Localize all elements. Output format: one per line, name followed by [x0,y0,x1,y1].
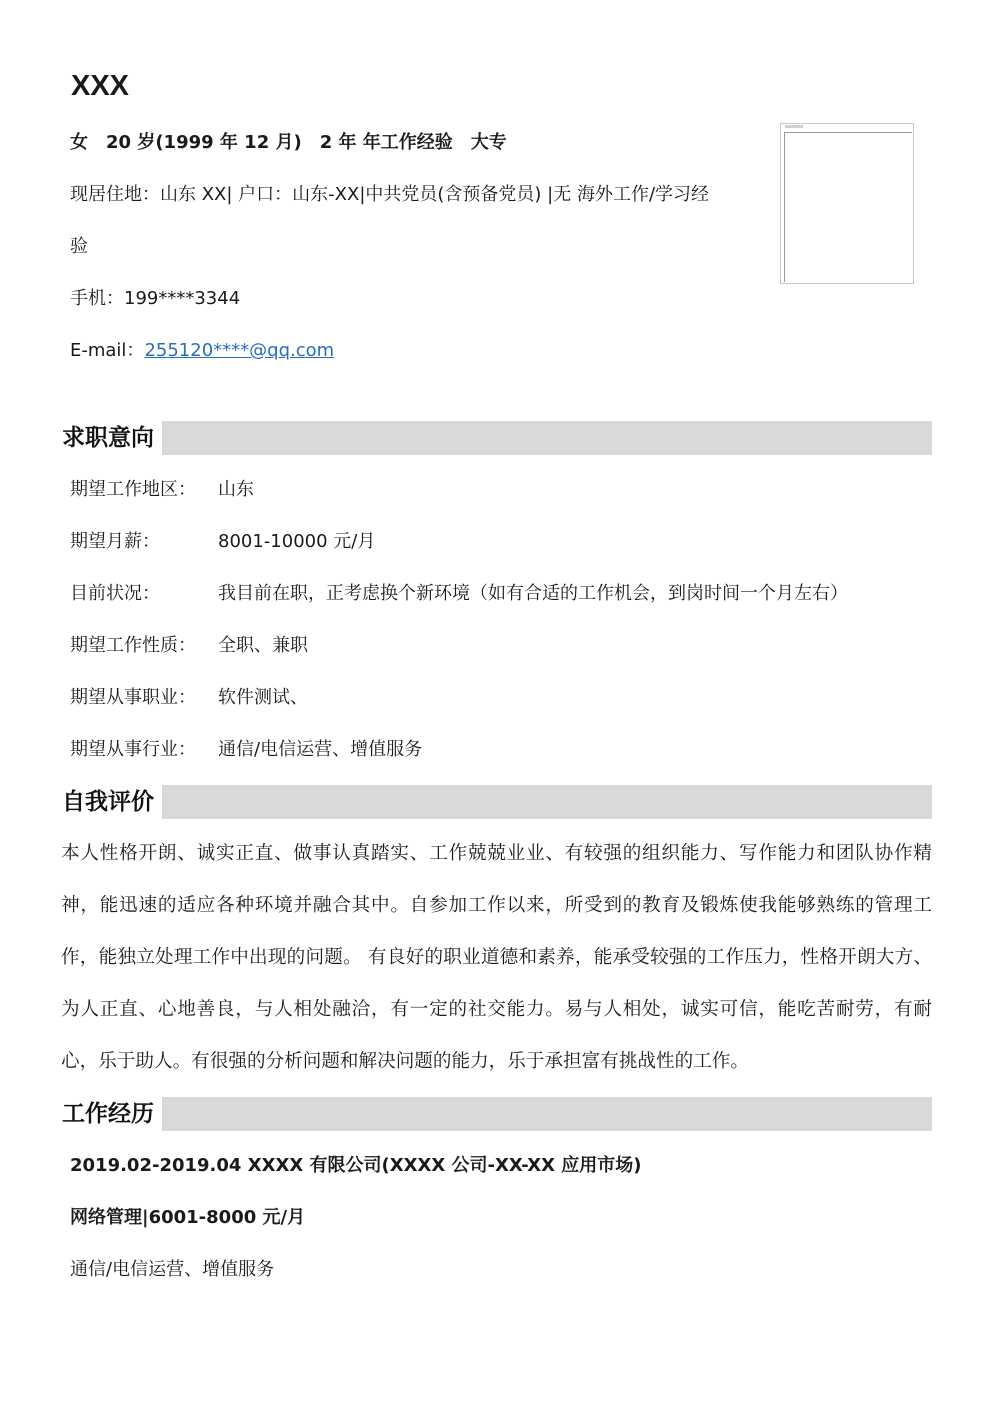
email-label: E-mail： [70,340,145,361]
intent-row [70,582,848,606]
profile-photo-placeholder [780,123,914,284]
intent-value: 我目前在职，正考虑换个新环境（如有合适的工作机会，到岗时间一个月左右） [218,583,848,604]
photo-caption-mark [785,125,803,128]
intent-label: 期望工作地区： [70,479,196,500]
intent-value: 山东 [218,479,254,500]
intent-row [70,530,375,554]
self-evaluation-text: 本人性格开朗、诚实正直、做事认真踏实、工作兢兢业业、有较强的组织能力、写作能力和团队协作精神，能迅速的适应各种环境并融合其中。自参加工作以来，所受到的教育及锻炼使我能够熟练的管理工作，能独立处理工作中出现的问题。 有良好的职业道德和素养，能承受较强的工作压力，性格开朗大方、为人正直、心地善良，与人相处融洽，有一定的社交能力。易与人相处，诚实可信，能吃苦耐劳，有耐心，乐于助人。有很强的分析问题和解决问题的能力，乐于承担富有挑战性的工作。 [61,843,932,1072]
section-title-self-evaluation: 自我评价 [61,785,162,819]
work-position-salary: 网络管理|6001-8000 元/月 [70,1207,306,1228]
work-period-company: 2019.02-2019.04 XXXX 有限公司(XXXX 公司-XX-XX 应用市场) [70,1155,642,1176]
phone-number: 手机：199****3344 [70,288,241,309]
residence-info-continued: 验 [70,236,88,257]
intent-row [70,738,422,762]
email-link[interactable]: 255120****@qq.com [144,340,335,361]
intent-row [70,686,308,710]
intent-label: 期望从事行业： [70,739,196,760]
section-header-job-intent [61,421,932,455]
intent-label: 期望工作性质： [70,635,196,656]
intent-label: 期望月薪： [70,531,160,552]
basic-info-summary: 女 20 岁(1999 年 12 月) 2 年 年工作经验 大专 [70,132,507,153]
residence-info: 现居住地：山东 XX| 户口：山东-XX|中共党员(含预备党员) |无 海外工作/学习经 [70,184,710,205]
intent-value: 软件测试、 [218,687,308,708]
intent-row [70,478,254,502]
photo-frame [784,132,912,282]
intent-value: 通信/电信运营、增值服务 [218,739,423,760]
intent-label: 目前状况： [70,583,160,604]
intent-label: 期望从事职业： [70,687,196,708]
email-row [70,339,334,363]
section-title-work-experience: 工作经历 [61,1097,162,1131]
candidate-name: XXX [71,70,130,102]
section-title-job-intent: 求职意向 [61,421,162,455]
work-industry: 通信/电信运营、增值服务 [70,1259,275,1280]
intent-row [70,634,308,658]
intent-value: 全职、兼职 [218,635,308,656]
section-header-self-evaluation [61,785,932,819]
section-header-work-experience [61,1097,932,1131]
intent-value: 8001-10000 元/月 [218,531,376,552]
